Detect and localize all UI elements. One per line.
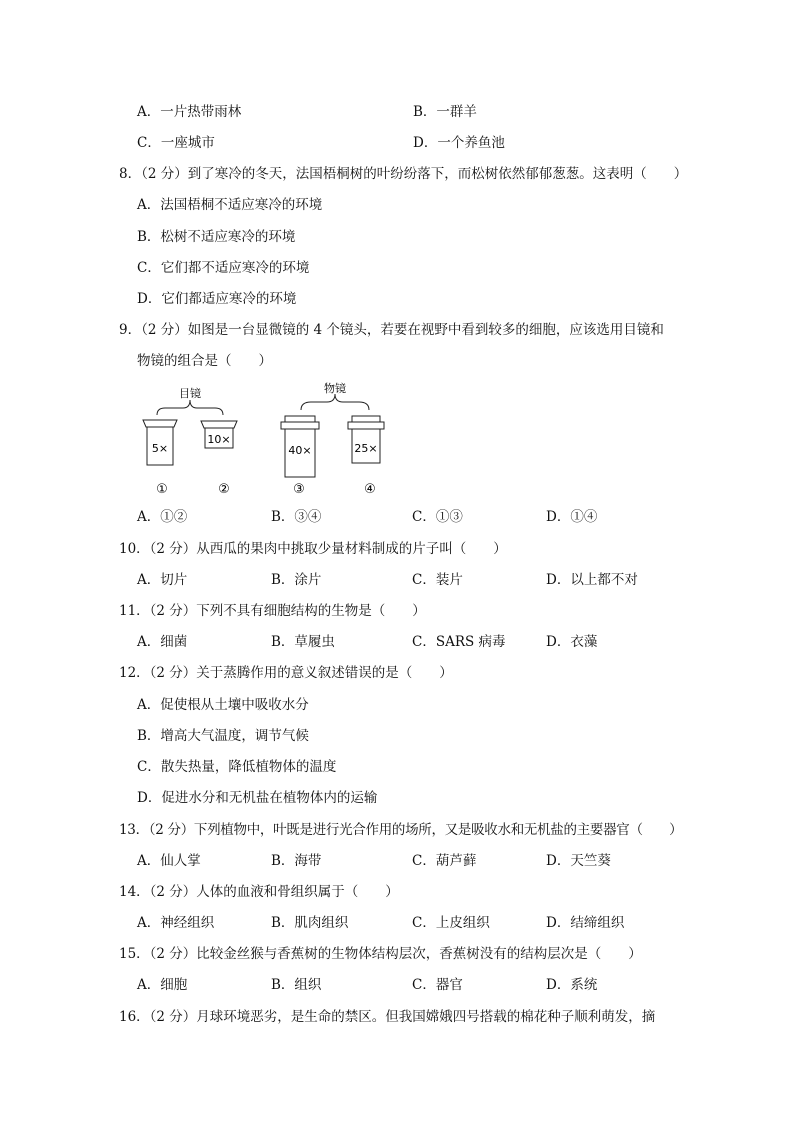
microscope-lenses-figure	[135, 380, 395, 500]
q10-option-b: B．涂片	[271, 572, 322, 588]
lens-4-magnification: 25×	[354, 442, 378, 455]
q11-option-d: D．衣藻	[546, 634, 598, 650]
eyepiece-label: 目镜	[179, 387, 201, 400]
q8-option-d: D．它们都适应寒冷的环境	[137, 291, 297, 307]
q12-option-a: A．促使根从土壤中吸收水分	[137, 697, 309, 713]
lens-2-eyepiece	[201, 421, 237, 448]
q13-option-d: D．天竺葵	[546, 853, 611, 869]
q14-option-d: D．结缔组织	[546, 915, 625, 931]
q13-stem: 13．（2 分）下列植物中，叶既是进行光合作用的场所，又是吸收水和无机盐的主要器官（ ）	[119, 822, 683, 838]
q9-stem-line2: 物镜的组合是（ ）	[137, 353, 272, 369]
q9-option-d: D．①④	[546, 509, 598, 525]
lens-2-magnification: 10×	[207, 433, 231, 446]
lens-3-number: ③	[293, 482, 305, 497]
q11-stem: 11．（2 分）下列不具有细胞结构的生物是（ ）	[119, 603, 426, 619]
q12-option-d: D．促进水分和无机盐在植物体内的运输	[137, 790, 378, 806]
q10-option-a: A．切片	[137, 572, 188, 588]
q14-option-b: B．肌肉组织	[271, 915, 349, 931]
q15-stem: 15．（2 分）比较金丝猴与香蕉树的生物体结构层次，香蕉树没有的结构层次是（ ）	[119, 946, 642, 962]
q15-option-b: B．组织	[271, 977, 322, 993]
q13-option-b: B．海带	[271, 853, 322, 869]
q9-stem-line1: 9．（2 分）如图是一台显微镜的 4 个镜头，若要在视野中看到较多的细胞，应该选用目镜和	[119, 322, 664, 338]
q9-option-a: A．①②	[137, 509, 188, 525]
lens-3-magnification: 40×	[288, 444, 312, 457]
q8-option-c: C．它们都不适应寒冷的环境	[137, 260, 310, 276]
q8-stem: 8．（2 分）到了寒冷的冬天，法国梧桐树的叶纷纷落下，而松树依然郁郁葱葱。这表明（ ）	[119, 166, 688, 182]
q14-option-a: A．神经组织	[137, 915, 215, 931]
q16-stem: 16．（2 分）月球环境恶劣，是生命的禁区。但我国嫦娥四号搭载的棉花种子顺利萌发，摘	[119, 1009, 656, 1025]
lens-1-magnification: 5×	[151, 442, 169, 455]
lens-4-objective	[348, 416, 384, 463]
q11-option-c: C．SARS 病毒	[412, 634, 506, 650]
q10-option-d: D．以上都不对	[546, 572, 638, 588]
q10-option-c: C．装片	[412, 572, 463, 588]
q15-option-c: C．器官	[412, 977, 463, 993]
q7-option-d: D．一个养鱼池	[413, 135, 505, 151]
q14-option-c: C．上皮组织	[412, 915, 490, 931]
lens-3-objective	[281, 416, 319, 477]
q13-option-c: C．葫芦藓	[412, 853, 477, 869]
objective-brace	[301, 394, 369, 410]
q10-stem: 10．（2 分）从西瓜的果肉中挑取少量材料制成的片子叫（ ）	[119, 541, 507, 557]
q9-option-c: C．①③	[412, 509, 463, 525]
lens-4-number: ④	[364, 482, 376, 497]
lens-1-number: ①	[156, 482, 168, 497]
q7-option-c: C．一座城市	[137, 135, 215, 151]
q8-option-b: B．松树不适应寒冷的环境	[137, 229, 296, 245]
q11-option-a: A．细菌	[137, 634, 188, 650]
objective-label: 物镜	[324, 382, 346, 395]
q7-option-a: A．一片热带雨林	[137, 104, 242, 120]
q13-option-a: A．仙人掌	[137, 853, 201, 869]
q8-option-a: A．法国梧桐不适应寒冷的环境	[137, 197, 323, 213]
q7-option-b: B．一群羊	[413, 104, 477, 120]
q9-option-b: B．③④	[271, 509, 322, 525]
q12-option-b: B．增高大气温度，调节气候	[137, 728, 309, 744]
eyepiece-brace	[157, 400, 223, 415]
q14-stem: 14．（2 分）人体的血液和骨组织属于（ ）	[119, 884, 399, 900]
q11-option-b: B．草履虫	[271, 634, 335, 650]
q15-option-a: A．细胞	[137, 977, 188, 993]
lens-2-number: ②	[218, 482, 230, 497]
q12-option-c: C．散失热量，降低植物体的温度	[137, 759, 337, 775]
q15-option-d: D．系统	[546, 977, 598, 993]
q12-stem: 12．（2 分）关于蒸腾作用的意义叙述错误的是（ ）	[119, 665, 453, 681]
lens-1-eyepiece	[143, 420, 177, 465]
